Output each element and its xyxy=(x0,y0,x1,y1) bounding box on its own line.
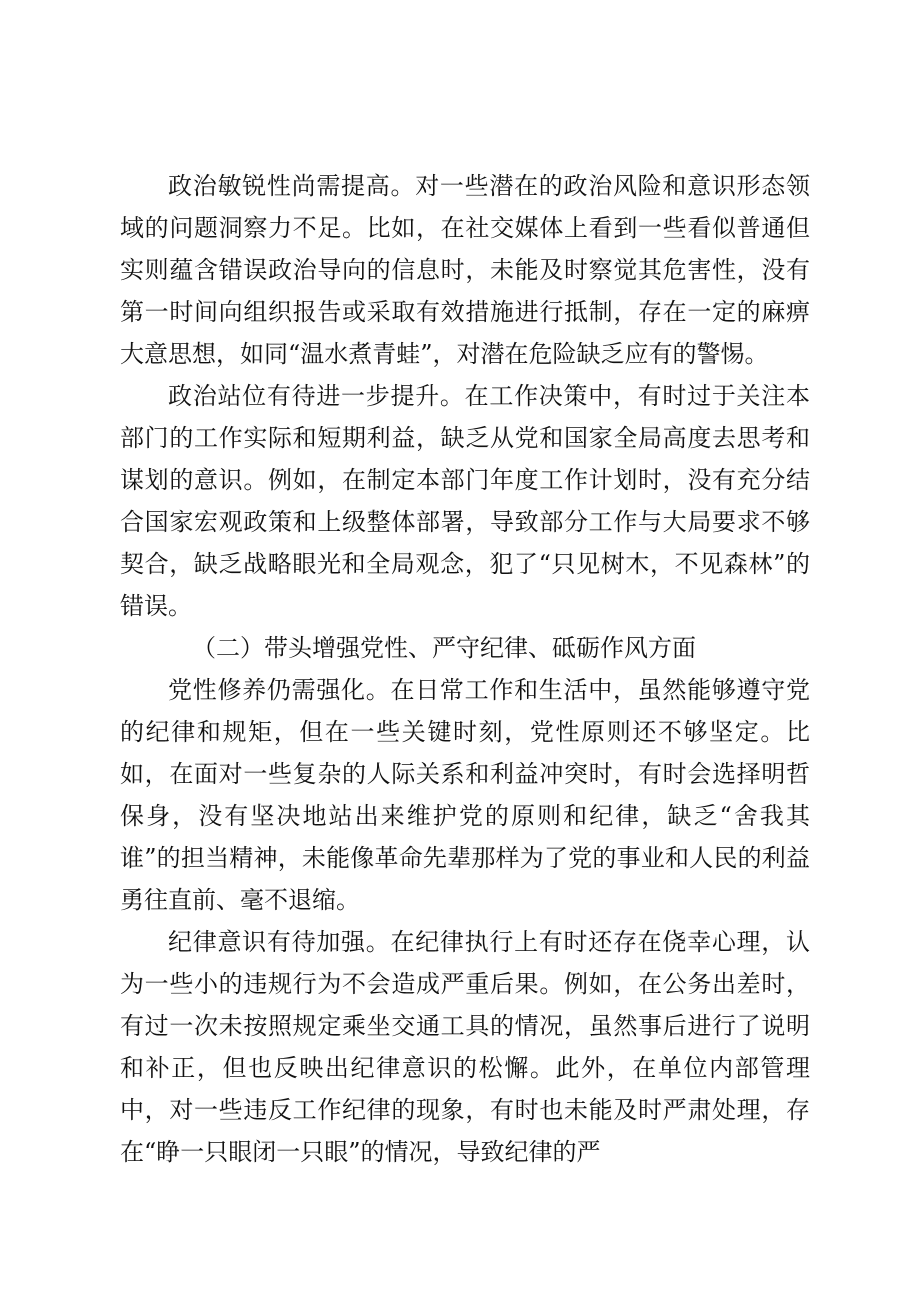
paragraph-political-sensitivity: 政治敏锐性尚需提高。对一些潜在的政治风险和意识形态领域的问题洞察力不足。比如，在社交媒体上看到一些看似普通但实则蕴含错误政治导向的信息时，未能及时察觉其危害性，没有第一时间向组织报告或采取有效措施进行抵制，存在一定的麻痹大意思想，如同“温水煮青蛙”，对潜在危险缺乏应有的警惕。 xyxy=(120,172,810,368)
paragraph-discipline-awareness: 纪律意识有待加强。在纪律执行上有时还存在侥幸心理，认为一些小的违规行为不会造成严重后果。例如，在公务出差时，有过一次未按照规定乘坐交通工具的情况，虽然事后进行了说明和补正，但也反映出纪律意识的松懈。此外，在单位内部管理中，对一些违反工作纪律的现象，有时也未能及时严肃处理，存在“睁一只眼闭一只眼”的情况，导致纪律的严 xyxy=(120,928,810,1166)
section-heading: （二）带头增强党性、严守纪律、砥砺作风方面 xyxy=(192,634,696,662)
paragraph-party-spirit: 党性修养仍需强化。在日常工作和生活中，虽然能够遵守党的纪律和规矩，但在一些关键时刻，党性原则还不够坚定。比如，在面对一些复杂的人际关系和利益冲突时，有时会选择明哲保身，没有坚决地站出来维护党的原则和纪律，缺乏“舍我其谁”的担当精神，未能像革命先辈那样为了党的事业和人民的利益勇往直前、毫不退缩。 xyxy=(120,676,810,914)
paragraph-political-stance: 政治站位有待进一步提升。在工作决策中，有时过于关注本部门的工作实际和短期利益，缺乏从党和国家全局高度去思考和谋划的意识。例如，在制定本部门年度工作计划时，没有充分结合国家宏观政策和上级整体部署，导致部分工作与大局要求不够契合，缺乏战略眼光和全局观念，犯了“只见树木，不见森林”的错误。 xyxy=(120,382,810,620)
document-body xyxy=(120,165,810,1173)
